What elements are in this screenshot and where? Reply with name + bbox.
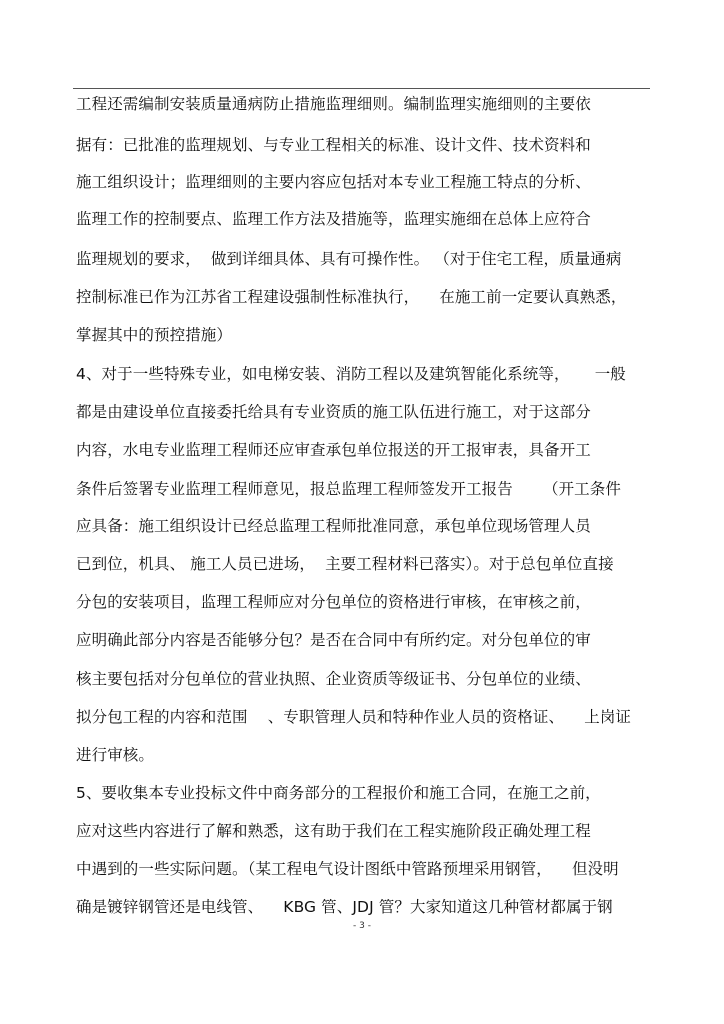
text-line: 施工组织设计；监理细则的主要内容应包括对本专业工程施工特点的分析、 bbox=[76, 173, 591, 191]
text-line: 监理工作的控制要点、监理工作方法及措施等，监理实施细在总体上应符合 bbox=[76, 210, 591, 228]
text-line: 内容，水电专业监理工程师还应审查承包单位报送的开工报审表，具备开工 bbox=[76, 441, 591, 459]
text-line: 工程还需编制安装质量通病防止措施监理细则。编制监理实施细则的主要依 bbox=[76, 95, 591, 113]
text-line: 核主要包括对分包单位的营业执照、企业资质等级证书、分包单位的业绩、 bbox=[76, 670, 591, 688]
text-line: 应对这些内容进行了解和熟悉，这有助于我们在工程实施阶段正确处理工程 bbox=[76, 822, 591, 840]
text-line: 应具备：施工组织设计已经总监理工程师批准同意，承包单位现场管理人员 bbox=[76, 517, 591, 535]
text-line: 中遇到的一些实际问题。（某工程电气设计图纸中管路预埋采用钢管， 但没明 bbox=[76, 860, 619, 878]
text-line: 应明确此部分内容是否能够分包？是否在合同中有所约定。对分包单位的审 bbox=[76, 631, 591, 649]
text-line: 都是由建设单位直接委托给具有专业资质的施工队伍进行施工，对于这部分 bbox=[76, 403, 591, 421]
text-line: 控制标准已作为江苏省工程建设强制性标准执行， 在施工前一定要认真熟悉， bbox=[76, 288, 627, 306]
text-line: 4、对于一些特殊专业，如电梯安装、消防工程以及建筑智能化系统等， 一般 bbox=[76, 365, 626, 383]
text-line: 进行审核。 bbox=[76, 746, 155, 764]
text-line: 分包的安装项目，监理工程师应对分包单位的资格进行审核，在审核之前， bbox=[76, 593, 591, 611]
text-line: 5、要收集本专业投标文件中商务部分的工程报价和施工合同，在施工之前， bbox=[76, 784, 601, 802]
text-line: 掌握其中的预控措施） bbox=[76, 326, 233, 344]
text-line: 条件后签署专业监理工程师意见，报总监理工程师签发开工报告 （开工条件 bbox=[76, 480, 621, 498]
text-line: 监理规划的要求， 做到详细具体、具有可操作性。 （对于住宅工程，质量通病 bbox=[76, 250, 622, 268]
page-number: - 3 - bbox=[353, 921, 371, 931]
text-line: 据有：已批准的监理规划、与专业工程相关的标准、设计文件、技术资料和 bbox=[76, 136, 591, 154]
text-line: 确是镀锌钢管还是电线管、 KBG 管、JDJ 管？大家知道这几种管材都属于钢 bbox=[76, 898, 613, 916]
text-line: 已到位，机具、 施工人员已进场， 主要工程材料已落实）。对于总包单位直接 bbox=[76, 555, 614, 573]
text-line: 拟分包工程的内容和范围 、专职管理人员和特种作业人员的资格证、 上岗证 bbox=[76, 708, 632, 726]
header-rule bbox=[73, 88, 650, 89]
